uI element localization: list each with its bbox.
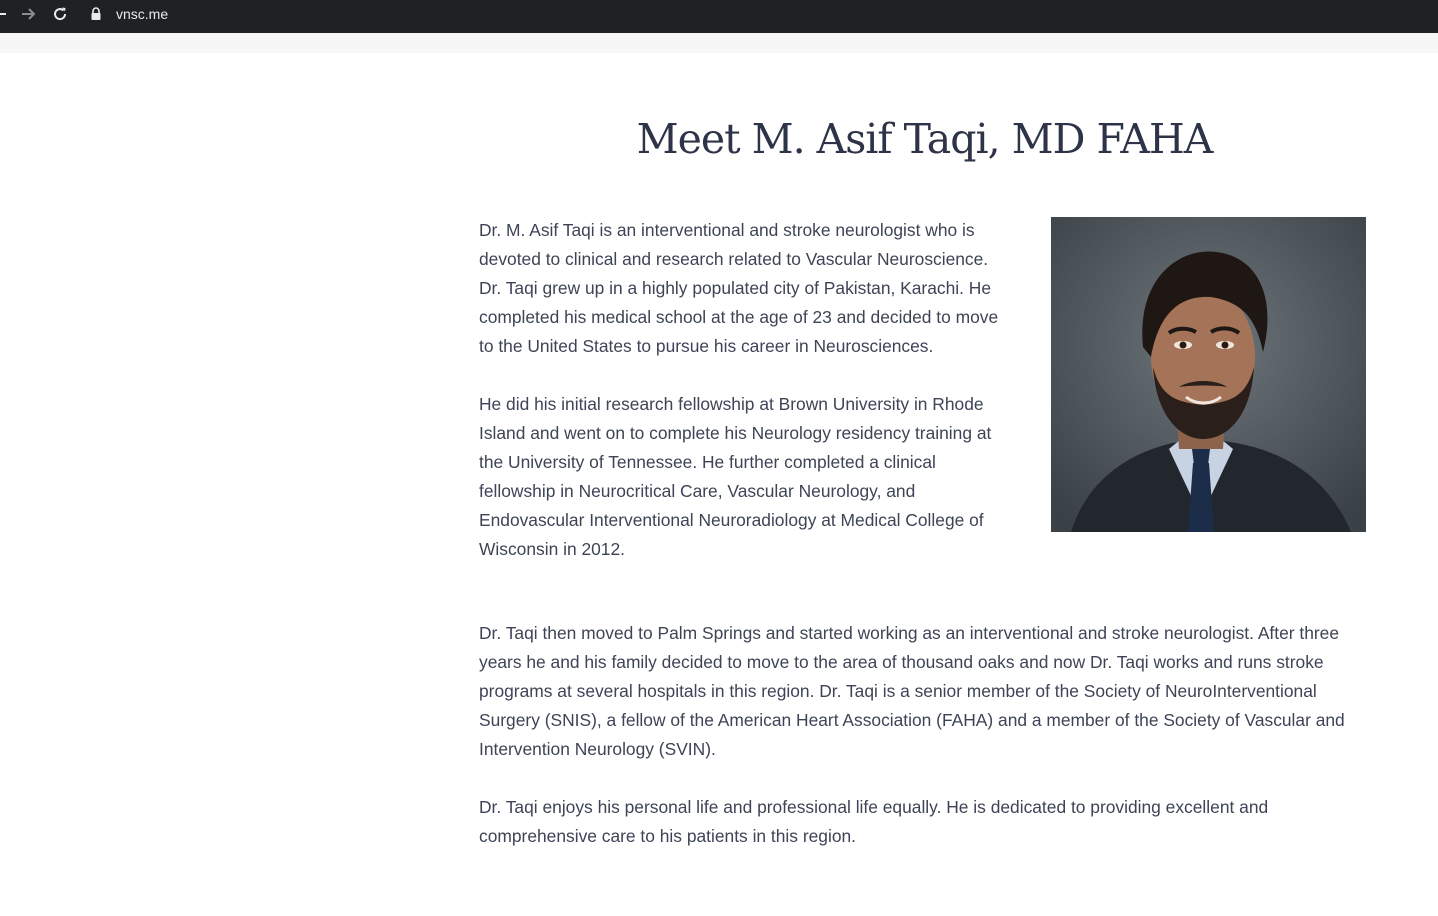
browser-toolbar bbox=[0, 0, 1438, 33]
address-bar[interactable] bbox=[86, 2, 168, 26]
arrow-right-icon bbox=[20, 6, 36, 22]
portrait-illustration bbox=[1051, 217, 1366, 532]
header-strip bbox=[0, 33, 1438, 53]
back-button[interactable] bbox=[0, 0, 12, 28]
forward-button[interactable] bbox=[16, 0, 40, 28]
page-content bbox=[0, 53, 1438, 916]
url-text[interactable]: vnsc.me bbox=[116, 6, 169, 22]
lock-icon[interactable] bbox=[86, 4, 106, 24]
doctor-portrait-photo bbox=[1051, 217, 1366, 532]
page-title: Meet M. Asif Taqi, MD FAHA bbox=[636, 115, 1213, 163]
bio-paragraph-4: Dr. Taqi enjoys his personal life and professional life equally. He is dedicated to providing excellent and comprehensive care to his patients in this region. bbox=[479, 797, 1269, 846]
reload-icon bbox=[52, 6, 68, 22]
bio-paragraph-3: Dr. Taqi then moved to Palm Springs and started working as an interventional and stroke neurologist. After three years he and his family decided to move to the area of thousand oaks and now Dr. Taqi works and runs stroke programs at several hospitals in this region. Dr. Taqi is a senior member of the Society of NeuroInterventional Surgery (SNIS), a fellow of the American Heart Association (FAHA) and a member of the Society of Vascular and Intervention Neurology (SVIN). bbox=[479, 623, 1345, 759]
arrow-left-icon bbox=[0, 6, 8, 22]
bio-paragraph-1: Dr. M. Asif Taqi is an interventional and stroke neurologist who is devoted to clinical and research related to Vascular Neuroscience. Dr. Taqi grew up in a highly populated city of Pakistan, Karachi. He completed his medical school at the age of 23 and decided to move to the United States to pursue his career in Neurosciences. bbox=[479, 220, 999, 356]
reload-button[interactable] bbox=[48, 0, 72, 28]
bio-paragraph-2: He did his initial research fellowship at Brown University in Rhode Island and went on to complete his Neurology residency training at the University of Tennessee. He further completed a clinical fellowship in Neurocritical Care, Vascular Neurology, and Endovascular Interventional Neuroradiology at Medical College of Wisconsin in 2012. bbox=[479, 394, 992, 559]
